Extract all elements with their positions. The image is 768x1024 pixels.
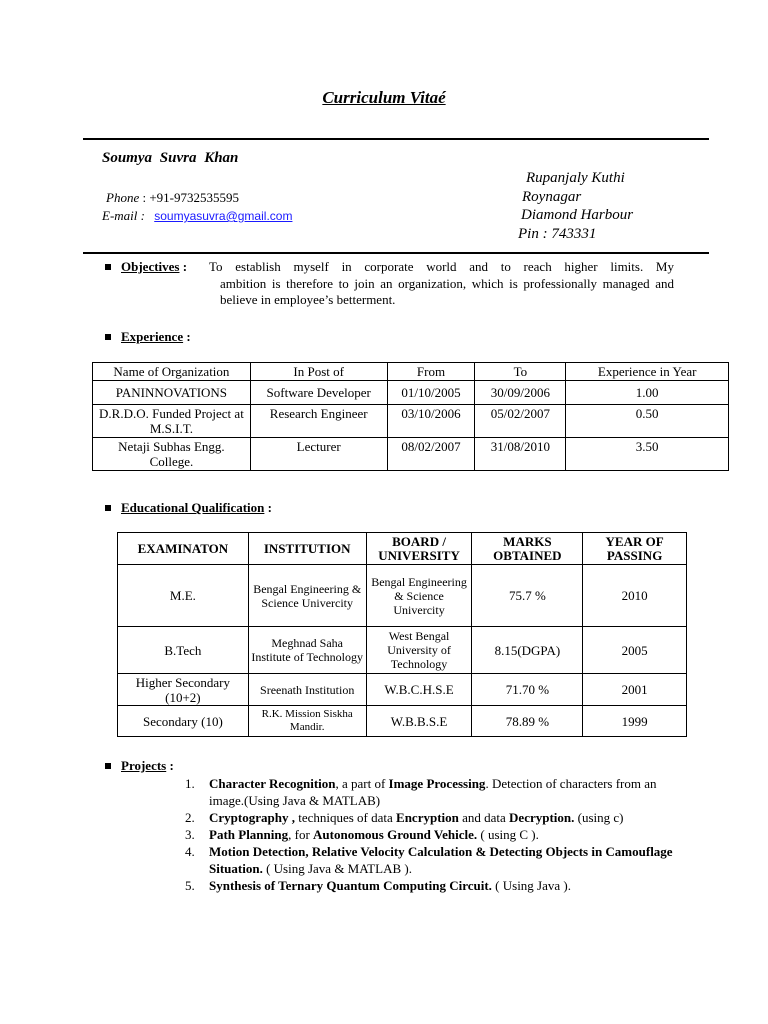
education-cell: W.B.C.H.S.E	[366, 674, 472, 706]
project-text: and data	[458, 810, 510, 825]
education-cell: 78.89 %	[472, 706, 583, 737]
address-line-1: Rupanjaly Kuthi	[526, 170, 625, 186]
objectives-label: Objectives	[121, 259, 180, 274]
project-item	[185, 877, 685, 894]
projects-list	[185, 775, 685, 894]
education-cell: 2001	[583, 674, 687, 706]
experience-header-cell: To	[475, 363, 566, 381]
experience-cell: 01/10/2005	[387, 381, 475, 405]
education-row	[118, 627, 687, 674]
education-cell: 2005	[583, 627, 687, 674]
education-cell: Sreenath Institution	[248, 674, 366, 706]
education-row	[118, 706, 687, 737]
projects-bullet	[105, 763, 111, 769]
address-line-3: Diamond Harbour	[521, 207, 634, 223]
education-row	[118, 674, 687, 706]
project-keyword: Image Processing	[388, 776, 486, 791]
experience-cell: D.R.D.O. Funded Project at M.S.I.T.	[93, 405, 251, 438]
project-item	[185, 826, 685, 843]
projects-label: Projects	[121, 758, 167, 773]
address-line-4: Pin : 743331	[518, 226, 597, 242]
objectives-heading: Objectives :	[121, 259, 188, 274]
project-text: , for	[288, 827, 314, 842]
experience-header-cell: Name of Organization	[93, 363, 251, 381]
experience-table	[92, 362, 729, 471]
experience-cell: 3.50	[566, 438, 729, 471]
project-item	[185, 775, 685, 809]
project-number: 4.	[185, 844, 195, 859]
education-cell: Meghnad Saha Institute of Technology	[248, 627, 366, 674]
project-text: (using c)	[574, 810, 624, 825]
phone-line	[106, 190, 239, 206]
education-cell: 1999	[583, 706, 687, 737]
project-keyword: Decryption.	[509, 810, 575, 825]
education-row	[118, 565, 687, 627]
education-cell: Secondary (10)	[118, 706, 249, 737]
email-line	[102, 208, 292, 224]
education-header-cell: BOARD / UNIVERSITY	[366, 533, 472, 565]
experience-cell: PANINNOVATIONS	[93, 381, 251, 405]
project-keyword: Encryption	[396, 810, 459, 825]
experience-cell: Netaji Subhas Engg. College.	[93, 438, 251, 471]
education-cell: 8.15(DGPA)	[472, 627, 583, 674]
project-text: techniques of data	[294, 810, 397, 825]
experience-cell: 05/02/2007	[475, 405, 566, 438]
experience-row	[93, 438, 729, 471]
education-cell: 71.70 %	[472, 674, 583, 706]
objectives-bullet	[105, 264, 111, 270]
experience-cell: 08/02/2007	[387, 438, 475, 471]
experience-cell: 1.00	[566, 381, 729, 405]
experience-row	[93, 405, 729, 438]
experience-cell: 03/10/2006	[387, 405, 475, 438]
address-line-2: Roynagar	[522, 189, 582, 205]
phone-separator: :	[142, 190, 150, 205]
education-cell: Higher Secondary (10+2)	[118, 674, 249, 706]
education-cell: M.E.	[118, 565, 249, 627]
experience-header-cell: Experience in Year	[566, 363, 729, 381]
education-cell: R.K. Mission Siskha Mandir.	[248, 706, 366, 737]
experience-bullet	[105, 334, 111, 340]
education-cell: Bengal Engineering & Science Univercity	[366, 565, 472, 627]
experience-cell: 0.50	[566, 405, 729, 438]
experience-header-cell: From	[387, 363, 475, 381]
project-number: 3.	[185, 827, 195, 842]
education-header-cell: MARKS OBTAINED	[472, 533, 583, 565]
education-heading: Educational Qualification :	[121, 500, 272, 515]
project-text: ( Using Java & MATLAB ).	[262, 861, 412, 876]
project-number: 5.	[185, 878, 195, 893]
top-divider	[83, 138, 709, 140]
objectives-text: ambition is therefore to join an organization, which is professionally managed and believe in employee’s betterment.	[220, 275, 674, 307]
project-keyword: Cryptography ,	[209, 810, 295, 825]
project-keyword: Synthesis of Ternary Quantum Computing Circuit.	[209, 878, 492, 893]
projects-heading: Projects :	[121, 758, 174, 773]
project-keyword: Character Recognition	[209, 776, 336, 791]
experience-cell: Research Engineer	[250, 405, 387, 438]
document-title: Curriculum Vitaé	[322, 88, 446, 107]
experience-cell: Software Developer	[250, 381, 387, 405]
phone-value: +91-9732535595	[149, 190, 240, 205]
experience-cell: 30/09/2006	[475, 381, 566, 405]
education-cell: 2010	[583, 565, 687, 627]
project-keyword: Motion Detection, Relative Velocity Calculation & Detecting Objects in Camouflage Situation.	[209, 844, 673, 876]
email-link[interactable]: soumyasuvra@gmail.com	[154, 209, 293, 223]
education-cell: Bengal Engineering & Science Univercity	[248, 565, 366, 627]
education-header-cell: YEAR OF PASSING	[583, 533, 687, 565]
education-label: Educational Qualification	[121, 500, 265, 515]
objectives-line-1: To establish myself in corporate world and to reach higher limits. My	[209, 259, 674, 274]
education-cell: B.Tech	[118, 627, 249, 674]
project-number: 1.	[185, 776, 195, 791]
project-item	[185, 843, 685, 877]
education-cell: W.B.B.S.E	[366, 706, 472, 737]
project-item	[185, 809, 685, 826]
candidate-name: Soumya Suvra Khan	[102, 150, 239, 166]
education-table	[117, 532, 687, 737]
experience-heading: Experience :	[121, 329, 191, 344]
project-text: . Detection of characters from an image.(Using Java & MATLAB)	[209, 776, 657, 808]
experience-header-row	[93, 363, 729, 381]
education-cell: West Bengal University of Technology	[366, 627, 472, 674]
education-header-cell: INSTITUTION	[248, 533, 366, 565]
project-number: 2.	[185, 810, 195, 825]
education-header-row	[118, 533, 687, 565]
project-text: ( Using Java ).	[491, 878, 571, 893]
experience-header-cell: In Post of	[250, 363, 387, 381]
experience-row	[93, 381, 729, 405]
project-text: , a part of	[335, 776, 389, 791]
header-bottom-divider	[83, 252, 709, 254]
project-keyword: Autonomous Ground Vehicle.	[313, 827, 478, 842]
education-cell: 75.7 %	[472, 565, 583, 627]
experience-cell: 31/08/2010	[475, 438, 566, 471]
experience-label: Experience	[121, 329, 184, 344]
education-bullet	[105, 505, 111, 511]
education-header-cell: EXAMINATON	[118, 533, 249, 565]
email-label: E-mail :	[102, 208, 145, 223]
phone-label: Phone	[106, 190, 140, 205]
project-text: ( using C ).	[477, 827, 539, 842]
project-keyword: Path Planning	[209, 827, 289, 842]
experience-cell: Lecturer	[250, 438, 387, 471]
